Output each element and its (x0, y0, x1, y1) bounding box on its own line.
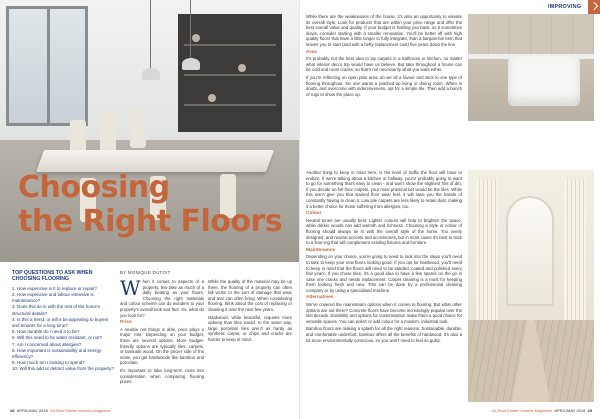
list-item: 10. Will this add or detract value from the property? (12, 366, 115, 372)
body-text: Depending on your choice, you're going to need to look into the steps you'll need to take to keep your new floors looking good. If you opt for hardwood, you'll need to keep in mind that the floors will need to be sanded, coated and polished every few years. If you chose tiles, it's a good idea to have a few spares on the go in case one cracks and needs replacement. Carpet cleaning is a must for keeping them looking fresh and new. This can be done by a professional cleaning company or by using a specialised machine. (306, 254, 462, 293)
left-column-2 (208, 279, 292, 345)
bathroom-photo (468, 14, 594, 121)
sidebar-heading: TOP QUESTIONS TO ASK WHEN CHOOSING FLOORING (12, 270, 93, 283)
right-footer (491, 408, 592, 413)
chevron-right-icon (588, 0, 600, 14)
list-item: 3. Does this tie in with the rest of the home's structural details? (12, 304, 101, 316)
magazine-name: SA Real Estate Investor Magazine (49, 408, 111, 413)
subheading-price: Price (120, 320, 132, 326)
body-text: It's important to take long-term costs into consideration when comparing flooring prices. (120, 367, 204, 385)
body-text: Hardwood, while beautiful, requires more upkeep than tiles would. In the same way, large porcelain tiles aren't as hardy as synthetic carpet, or chips and cracks are harder to keep in mind. (208, 314, 292, 342)
body-text: While there are the weaknesses of the house, it's also an opportunity to elevate its overall style. Look for products that are within your price range and offer the best overall value and quality. If your budget is holding you back, so it sometimes slows, consider starting with a smaller renovation. You'll be better off with high quality floors that have a little longer to fully integrate, than a bargain-bin item that leaves you to start (and with a hefty replacement cost) five years down the line. (306, 14, 462, 47)
list-item: 8. How important is sustainability and energy efficiency? (12, 347, 102, 360)
list-item: 6. Will this need to be water resistant, or not? (12, 335, 103, 341)
questions-list (12, 286, 117, 373)
subheading-area: Area (306, 49, 317, 55)
hallway-photo (468, 170, 594, 402)
subheading-alternatives: Alternatives (306, 295, 334, 301)
issue-date: APRIL/MAY 2018 (16, 408, 48, 413)
body-text: While the quality of the material may be up there, the flooring of a property can often fall victim to the sort of damage that wear and tear can often bring. When considering flooring, think about the cost of replacing or cleaning it over the next few years. (208, 279, 292, 312)
right-page (300, 0, 600, 419)
subheading-maintenance: Maintenance (306, 247, 336, 253)
subheading-colour: Colour (306, 211, 322, 217)
body-text: A newbie not things is able, price plays a major role. Depending on your budget, there are several options. More budget-friendly options are typically tiles, carpets, or laminate wood. On the pricier side of the scale, you get hardwoods like bamboo and porcelain. (120, 326, 204, 366)
left-column-1 (120, 276, 204, 387)
body-text: Another thing to keep in mind here, is the level of traffic the floor will have to endure. If we're talking about a kitchen or hallway, you're probably going to want to go for something that's easy to clean - and won't show the slightest hint of dirt. If you decide on full floor carpets, your most practical bet would be the tiles. While this won't give you that stained floor wear feel, it will save you the hassle of constantly having to clean it. Low pile carpets are less likely to retain dust, making it a better choice for those suffering from allergies, too. (306, 170, 462, 209)
right-column-1 (306, 14, 462, 99)
list-item: 4. Is this a trend, or will it be appealing to buyers and tenants for a long time? (12, 316, 109, 329)
section-tag (542, 0, 600, 14)
list-item: 2. How expensive and labour-intensive is maintenance? (12, 292, 94, 304)
questions-sidebar (12, 270, 117, 373)
right-column-2 (306, 170, 462, 345)
body-text: It's probably not the best idea to lay carpets in a bathroom or kitchen, no matter what interior decor trip would have us believe. But take throughout a house can be cold and room cracks, so that's not necessarily what you want either. (306, 56, 462, 73)
section-label: IMPROVING (548, 4, 582, 10)
byline: BY MONIQUE DUTOIT (120, 270, 171, 275)
body-text: If you're reflecting on open plan area, do we all a favour and stick to one type of flooring throughout. No one wants a patched-up living or dining room. When in doubt, and overcome with indecisiveness, opt for a simple tile. Then add a bunch of rugs to show the place up. (306, 74, 462, 97)
intro-text: hen it comes to aspects of a property, few take as much of a daily beating as your floors. Choosing the right materials and colour scheme can do wonders to your property's overall look and feel. So, what do you look for? (120, 279, 204, 318)
page-number: 29 (587, 408, 592, 413)
body-text: We've covered the mainstream options when it comes to flooring. But what other options are out there? Concrete floors have become increasingly popular over the last decade. Durability and options for customisation make them a good choice for versatile spaces. You can polish or add colour for a modern, industrial look. (306, 302, 462, 324)
body-text: Bamboo floors are making a splash for all the right reasons. Sustainable, durable, and comfortable underfoot, bamboo offers all the benefits of hardwood. It's also a lot more environmentally conscious, so you won't need to feel so guilty. (306, 326, 462, 343)
list-item: 7. Am I concerned about allergies? (12, 341, 82, 347)
page-number: 28 (10, 408, 15, 413)
drop-cap: W (120, 276, 141, 300)
list-item: 9. How much am I looking to spend? (12, 360, 85, 366)
left-footer (10, 408, 111, 413)
article-title-line2: the Right Floors (18, 204, 283, 239)
list-item: 1. How expensive is it to replace or repair? (12, 285, 98, 291)
issue-date: APRIL/MAY 2018 (554, 408, 586, 413)
article-title-line1: Choosing (18, 170, 170, 205)
magazine-name: SA Real Estate Investor Magazine (491, 408, 553, 413)
list-item: 5. How durable do I need it to be? (12, 329, 80, 335)
body-text: Neutral tones are usually best. Lighter colours will help to brighten the space, while darker woods can add warmth and richness. Choosing a style or colour of flooring should always tie in with the overall style of the home. Too overly designed, and neutral accents and accessories, but in most cases it's best to stick to a floor-ing that will complement existing fixtures and furniture. (306, 217, 462, 246)
